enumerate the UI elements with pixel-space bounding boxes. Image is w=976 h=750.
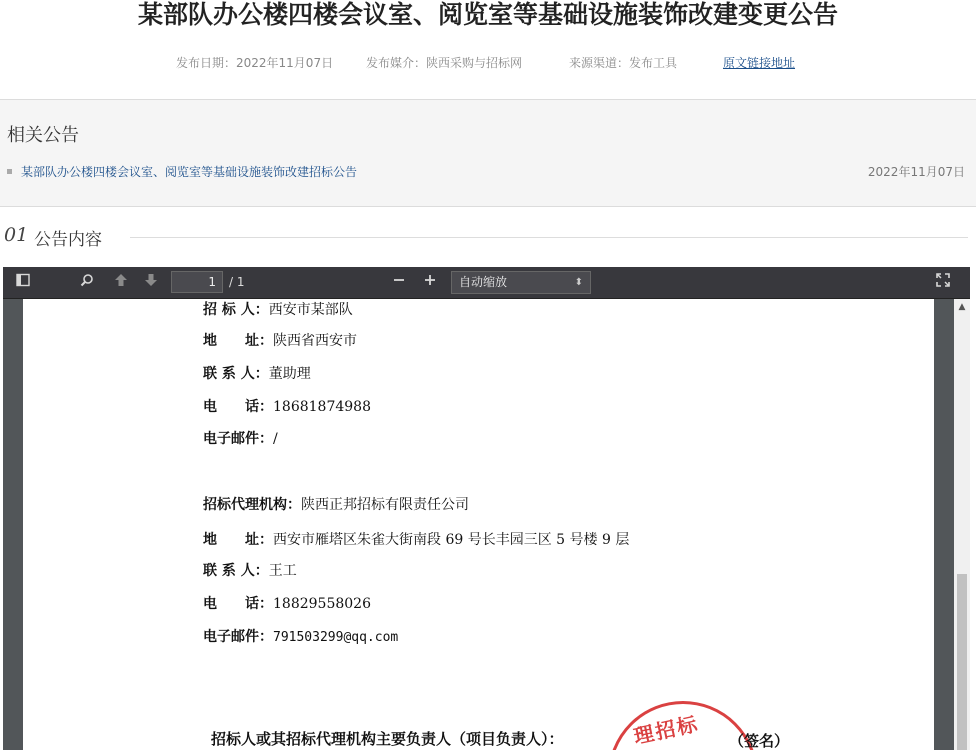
publish-media: 发布媒介：陕西采购与招标网 — [366, 56, 523, 70]
related-announcements — [0, 99, 976, 207]
signature-suffix: （签名） — [729, 732, 790, 750]
sidebar-toggle-icon[interactable] — [12, 273, 34, 293]
source-channel: 来源渠道：发布工具 — [569, 56, 678, 70]
signature-line: 招标人或其招标代理机构主要负责人（项目负责人）： — [211, 730, 564, 748]
agency-contact: 联 系 人：王工 — [203, 563, 297, 579]
page-total: / 1 — [229, 275, 245, 289]
section-number: 01 — [4, 224, 29, 246]
search-icon[interactable] — [76, 273, 98, 293]
arrow-down-icon[interactable] — [140, 273, 162, 293]
scroll-up-icon[interactable]: ▲ — [958, 302, 966, 312]
zoom-select[interactable] — [451, 271, 591, 294]
related-link[interactable]: 某部队办公楼四楼会议室、阅览室等基础设施装饰改建招标公告 — [21, 165, 358, 179]
expand-icon[interactable] — [932, 273, 954, 293]
section-header — [0, 224, 976, 250]
stamp-text: 理招标 — [631, 711, 702, 749]
tenderer-contact: 联 系 人：董助理 — [203, 366, 311, 382]
related-title: 相关公告 — [7, 125, 79, 146]
scroll-thumb[interactable] — [957, 574, 967, 750]
pdf-page — [23, 299, 934, 750]
pdf-viewer — [3, 267, 970, 750]
tenderer-phone: 电 话：18681874988 — [203, 399, 371, 415]
section-label: 公告内容 — [34, 230, 102, 250]
agency-email: 电子邮件：791503299@qq.com — [203, 629, 399, 645]
section-divider — [130, 237, 968, 238]
pdf-toolbar — [3, 267, 970, 299]
plus-icon[interactable] — [419, 273, 441, 293]
page-title: 某部队办公楼四楼会议室、阅览室等基础设施装饰改建变更公告 — [137, 0, 838, 29]
tenderer-name: 招 标 人：西安市某部队 — [203, 302, 353, 318]
agency-address: 地 址：西安市雁塔区朱雀大街南段 69 号长丰园三区 5 号楼 9 层 — [203, 532, 630, 548]
list-item — [7, 163, 965, 181]
meta-bar — [0, 54, 976, 72]
related-date: 2022年11月07日 — [867, 165, 965, 179]
tenderer-address: 地 址：陕西省西安市 — [203, 333, 357, 349]
select-arrow-icon: ⬍ — [574, 277, 583, 288]
minus-icon[interactable] — [388, 273, 410, 293]
original-link[interactable]: 原文链接地址 — [723, 56, 796, 70]
bullet-icon — [7, 169, 12, 174]
scrollbar[interactable] — [954, 299, 970, 750]
publish-date: 发布日期：2022年11月07日 — [176, 56, 334, 70]
arrow-up-icon[interactable] — [110, 273, 132, 293]
page-number-input[interactable]: 1 — [171, 271, 223, 293]
agency-phone: 电 话：18829558026 — [203, 596, 371, 612]
zoom-value: 自动缩放 — [459, 275, 508, 289]
agency-name: 招标代理机构：陕西正邦招标有限责任公司 — [203, 497, 469, 513]
tenderer-email: 电子邮件：/ — [203, 431, 278, 447]
